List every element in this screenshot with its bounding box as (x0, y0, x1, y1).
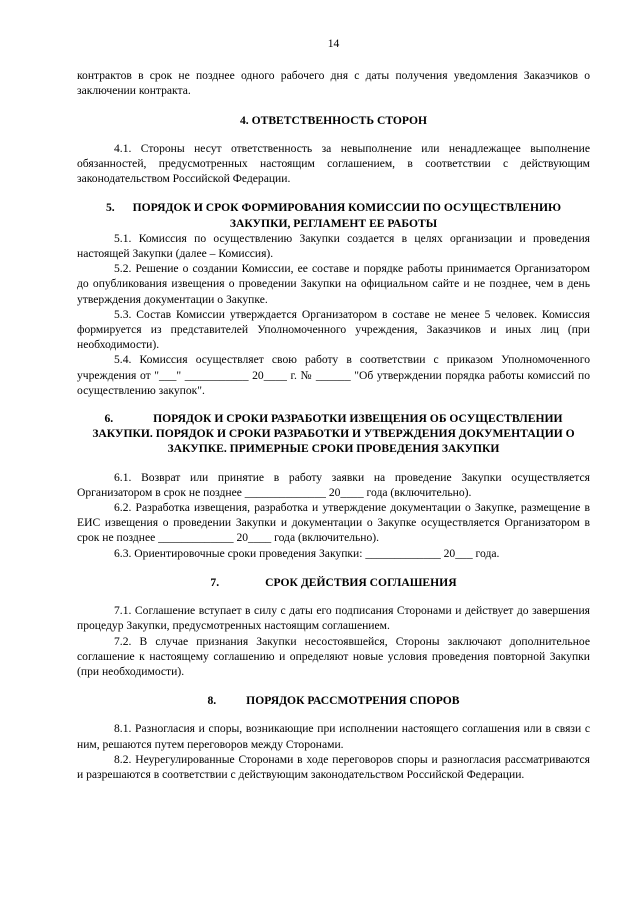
section-6-heading (77, 411, 590, 457)
paragraph-5-4: 5.4. Комиссия осуществляет свою работу в соответствии с приказом Уполномоченного учреждения от "___" ___________ 20____ г. № ______ "Об утверждении порядка работы комиссий по осуществлению закупок". (77, 353, 590, 397)
intro-paragraph: контрактов в срок не позднее одного рабочего дня с даты получения уведомления Заказчиков о заключении контракта. (77, 69, 590, 98)
section-5-number: 5. (105, 201, 115, 215)
section-5-heading (77, 200, 590, 230)
section-6-title: ПОРЯДОК И СРОКИ РАЗРАБОТКИ ИЗВЕЩЕНИЯ ОБ ОСУЩЕСТВЛЕНИИ ЗАКУПКИ. ПОРЯДОК И СРОКИ РАЗРАБОТКИ И УТВЕРЖДЕНИЯ ДОКУМЕНТАЦИИ О ЗАКУПКЕ. ПРИМЕРНЫЕ СРОКИ ПРОВЕДЕНИЯ ЗАКУПКИ (92, 412, 575, 456)
paragraph-5-1: 5.1. Комиссия по осуществлению Закупки создается в целях организации и проведения настоящей Закупки (далее – Комиссия). (77, 231, 590, 261)
section-5-title: ПОРЯДОК И СРОК ФОРМИРОВАНИЯ КОМИССИИ ПО ОСУЩЕСТВЛЕНИЮ ЗАКУПКИ, РЕГЛАМЕНТ ЕЕ РАБОТЫ (132, 201, 562, 230)
paragraph-8-1: 8.1. Разногласия и споры, возникающие при исполнении настоящего соглашения или в связи с ним, решаются путем переговоров между Сторонами. (77, 722, 590, 751)
section-6-number: 6. (104, 412, 114, 426)
paragraph-6-1: 6.1. Возврат или принятие в работу заявки на проведение Закупки осуществляется Организатором в срок не позднее ______________ 20____ года (включительно). (77, 470, 590, 499)
section-4-heading: 4. ОТВЕТСТВЕННОСТЬ СТОРОН (239, 113, 427, 127)
section-8-heading (77, 693, 590, 708)
section-7-title: СРОК ДЕЙСТВИЯ СОГЛАШЕНИЯ (265, 575, 457, 589)
paragraph-8-2: 8.2. Неурегулированные Сторонами в ходе переговоров споры и разногласия рассматриваются и разрешаются в соответствии с действующим законодательством Российской Федерации. (77, 752, 590, 781)
section-8-number: 8. (207, 694, 217, 708)
paragraph-7-1: 7.1. Соглашение вступает в силу с даты его подписания Сторонами и действует до завершения процедур Закупки, предусмотренных настоящим соглашением. (77, 604, 590, 633)
paragraph-7-2: 7.2. В случае признания Закупки несостоявшейся, Стороны заключают дополнительное соглашение к настоящему соглашению и определяют новые условия проведения повторной Закупки (при необходимости). (77, 634, 590, 678)
section-7-heading (77, 575, 590, 590)
paragraph-5-2: 5.2. Решение о создании Комиссии, ее составе и порядке работы принимается Организатором до опубликования извещения о проведении Закупки на официальном сайте и не позднее, чем в день утверждения документации о Закупке. (77, 262, 590, 306)
paragraph-6-3: 6.3. Ориентировочные сроки проведения Закупки: _____________ 20___ года. (114, 546, 500, 560)
section-8-title: ПОРЯДОК РАССМОТРЕНИЯ СПОРОВ (246, 694, 460, 708)
paragraph-4-1: 4.1. Стороны несут ответственность за невыполнение или ненадлежащее выполнение обязанностей, предусмотренных настоящим соглашением, в соответствии с действующим законодательством Российской Федерации. (77, 141, 590, 186)
paragraph-6-2: 6.2. Разработка извещения, разработка и утверждение документации о Закупке, размещение в ЕИС извещения о проведении Закупки и документации о Закупке осуществляется Организатором в срок не позднее _____________ 20____ года (включительно). (77, 501, 590, 545)
section-7-number: 7. (210, 575, 220, 589)
page-number: 14 (327, 37, 340, 50)
paragraph-5-3: 5.3. Состав Комиссии утверждается Организатором в составе не менее 5 человек. Комиссия формируется из представителей Уполномоченного учреждения, Заказчиков и иных лиц (при необходимости). (77, 307, 590, 352)
